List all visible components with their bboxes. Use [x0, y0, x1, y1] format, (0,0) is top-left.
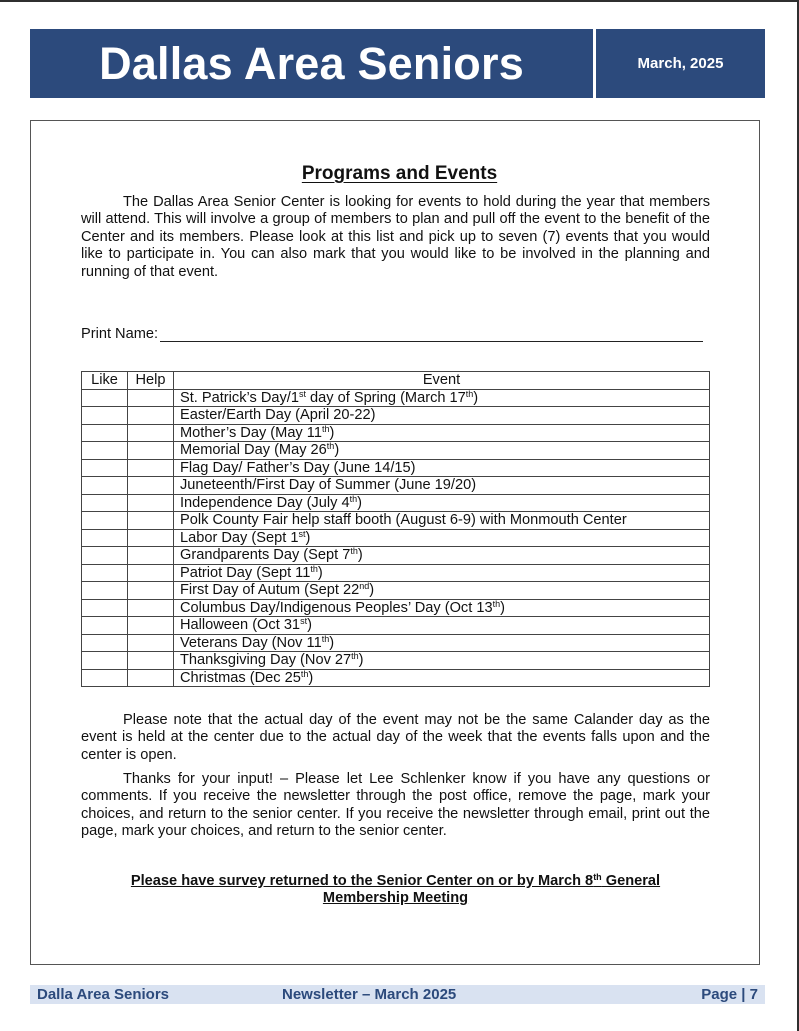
event-name: Labor Day (Sept 1st) [174, 529, 710, 547]
event-column-header: Event [174, 372, 710, 390]
event-name: Memorial Day (May 26th) [174, 442, 710, 460]
table-row [82, 459, 710, 477]
event-name: Grandparents Day (Sept 7th) [174, 547, 710, 565]
footer-page-number: Page | 7 [701, 986, 758, 1003]
help-checkbox-cell[interactable] [128, 459, 174, 477]
table-header-row [82, 372, 710, 390]
help-checkbox-cell[interactable] [128, 564, 174, 582]
table-row [82, 529, 710, 547]
help-checkbox-cell[interactable] [128, 652, 174, 670]
event-name: Christmas (Dec 25th) [174, 669, 710, 687]
print-name-line[interactable] [160, 325, 703, 342]
issue-date: March, 2025 [637, 55, 724, 72]
like-checkbox-cell[interactable] [82, 459, 128, 477]
like-checkbox-cell[interactable] [82, 652, 128, 670]
event-name: Independence Day (July 4th) [174, 494, 710, 512]
table-row [82, 564, 710, 582]
event-name: St. Patrick’s Day/1st day of Spring (March 17th) [174, 389, 710, 407]
help-checkbox-cell[interactable] [128, 669, 174, 687]
deadline-notice [81, 873, 710, 907]
table-row [82, 634, 710, 652]
help-checkbox-cell[interactable] [128, 494, 174, 512]
help-checkbox-cell[interactable] [128, 477, 174, 495]
table-row [82, 424, 710, 442]
event-name: Polk County Fair help staff booth (August 6-9) with Monmouth Center [174, 512, 710, 530]
help-column-header: Help [128, 372, 174, 390]
event-name: First Day of Autum (Sept 22nd) [174, 582, 710, 600]
event-name: Juneteenth/First Day of Summer (June 19/20) [174, 477, 710, 495]
help-checkbox-cell[interactable] [128, 582, 174, 600]
like-column-header: Like [82, 372, 128, 390]
page-border-top [0, 0, 799, 2]
help-checkbox-cell[interactable] [128, 547, 174, 565]
footer-issue: Newsletter – March 2025 [282, 986, 457, 1003]
help-checkbox-cell[interactable] [128, 424, 174, 442]
table-row [82, 547, 710, 565]
help-checkbox-cell[interactable] [128, 617, 174, 635]
footer-bar [30, 985, 765, 1004]
event-name: Flag Day/ Father’s Day (June 14/15) [174, 459, 710, 477]
event-name: Columbus Day/Indigenous Peoples’ Day (Oct 13th) [174, 599, 710, 617]
like-checkbox-cell[interactable] [82, 442, 128, 460]
event-name: Halloween (Oct 31st) [174, 617, 710, 635]
like-checkbox-cell[interactable] [82, 669, 128, 687]
programs-title: Programs and Events [301, 163, 498, 184]
table-row [82, 669, 710, 687]
intro-paragraph [81, 194, 710, 281]
print-name-field [81, 320, 703, 342]
like-checkbox-cell[interactable] [82, 564, 128, 582]
table-row [82, 652, 710, 670]
like-checkbox-cell[interactable] [82, 512, 128, 530]
like-checkbox-cell[interactable] [82, 477, 128, 495]
table-row [82, 407, 710, 425]
events-table-body [82, 389, 710, 687]
help-checkbox-cell[interactable] [128, 407, 174, 425]
intro-text: The Dallas Area Senior Center is looking for events to hold during the year that members will attend. This will involve a group of members to plan and pull off the event to the benefit of the Center and its members. Please look at this list and pick up to seven (7) events that you would like to participate in. You can also mark that you would like to be involved in the planning and running of that event. [81, 194, 710, 280]
help-checkbox-cell[interactable] [128, 529, 174, 547]
table-row [82, 512, 710, 530]
event-name: Mother’s Day (May 11th) [174, 424, 710, 442]
help-checkbox-cell[interactable] [128, 634, 174, 652]
thanks-paragraph [81, 771, 710, 841]
like-checkbox-cell[interactable] [82, 494, 128, 512]
help-checkbox-cell[interactable] [128, 442, 174, 460]
events-table [81, 371, 710, 687]
masthead-title-block [30, 29, 593, 98]
like-checkbox-cell[interactable] [82, 617, 128, 635]
table-row [82, 582, 710, 600]
event-name: Thanksgiving Day (Nov 27th) [174, 652, 710, 670]
help-checkbox-cell[interactable] [128, 389, 174, 407]
like-checkbox-cell[interactable] [82, 599, 128, 617]
like-checkbox-cell[interactable] [82, 389, 128, 407]
event-name: Patriot Day (Sept 11th) [174, 564, 710, 582]
note-paragraph [81, 712, 710, 764]
like-checkbox-cell[interactable] [82, 582, 128, 600]
masthead-date-block [596, 29, 765, 98]
deadline-text: Please have survey returned to the Senior Center on or by March 8th General Membership Meeting [130, 872, 661, 906]
print-name-label: Print Name: [81, 326, 159, 342]
masthead [30, 29, 765, 98]
like-checkbox-cell[interactable] [82, 424, 128, 442]
like-checkbox-cell[interactable] [82, 547, 128, 565]
event-name: Easter/Earth Day (April 20-22) [174, 407, 710, 425]
like-checkbox-cell[interactable] [82, 407, 128, 425]
newsletter-title: Dallas Area Seniors [99, 37, 524, 89]
section-title [0, 163, 799, 185]
note-text: Please note that the actual day of the event may not be the same Calander day as the event is held at the center due to the actual day of the week that the events falls upon and the center is open. [81, 712, 710, 763]
help-checkbox-cell[interactable] [128, 599, 174, 617]
table-row [82, 494, 710, 512]
help-checkbox-cell[interactable] [128, 512, 174, 530]
footer-publication: Dalla Area Seniors [37, 986, 170, 1003]
table-row [82, 389, 710, 407]
like-checkbox-cell[interactable] [82, 634, 128, 652]
like-checkbox-cell[interactable] [82, 529, 128, 547]
event-name: Veterans Day (Nov 11th) [174, 634, 710, 652]
table-row [82, 617, 710, 635]
table-row [82, 477, 710, 495]
thanks-text: Thanks for your input! – Please let Lee Schlenker know if you have any questions or comments. If you receive the newsletter through the post office, remove the page, mark your choices, and return to the senior center. If you receive the newsletter through email, print out the page, mark your choices, and return to the senior center. [81, 771, 710, 840]
table-row [82, 442, 710, 460]
table-row [82, 599, 710, 617]
